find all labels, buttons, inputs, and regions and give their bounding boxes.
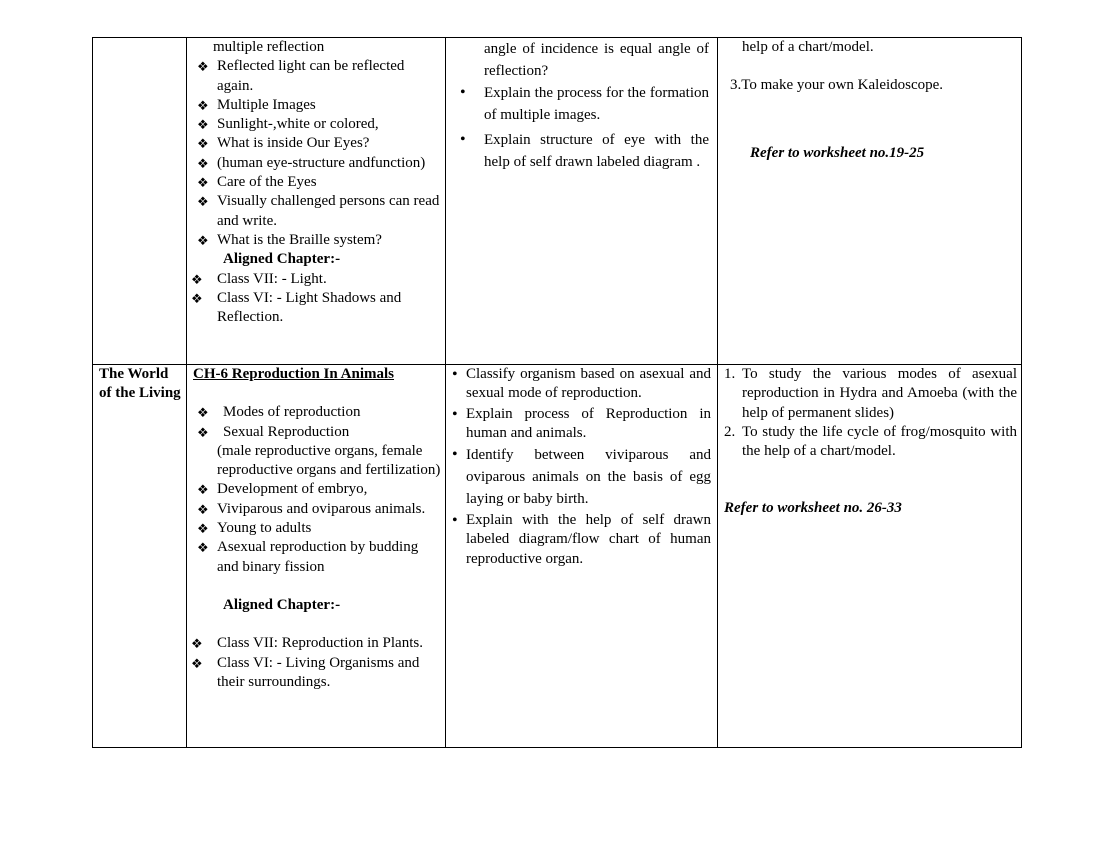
list-item: ❖ Young to adults (191, 519, 441, 538)
aligned-chapter-heading: Aligned Chapter:- (223, 596, 341, 613)
list-item: ❖ Class VII: Reproduction in Plants. (191, 634, 441, 653)
list-item (722, 423, 1017, 462)
aligned-chapter-heading: Aligned Chapter:- (223, 251, 341, 268)
aligned-list (191, 634, 441, 692)
list-item: ❖ Sunlight-,white or colored, (191, 115, 441, 134)
objectives-list (450, 82, 713, 173)
item-text: To study the various modes of asexual reproduction in Hydra and Amoeba (with the help of permanent slides) (742, 366, 1017, 421)
item-number: 2. (724, 423, 736, 440)
table-row (93, 38, 1022, 365)
theme-cell (93, 38, 187, 365)
list-item: ❖ Multiple Images (191, 96, 441, 115)
list-item: ❖ What is the Braille system? (191, 231, 441, 250)
list-item: • Explain structure of eye with the help of self drawn labeled diagram . (450, 129, 709, 173)
activities-list (722, 365, 1017, 461)
item-text: To study the life cycle of frog/mosquito with the help of a chart/model. (742, 423, 1017, 460)
list-item: ❖ Care of the Eyes (191, 173, 441, 192)
list-item: ❖ What is inside Our Eyes? (191, 134, 441, 153)
list-item: (male reproductive organs, female reproductive organs and fertilization) (217, 442, 441, 479)
aligned-list (191, 270, 441, 328)
list-item: ❖ Viviparous and oviparous animals. (191, 500, 441, 519)
list-item: • Classify organism based on asexual and sexual mode of reproduction. (450, 365, 711, 404)
objective-continuation: angle of incidence is equal angle of reflection? (484, 41, 709, 79)
lesson-plan-table (92, 37, 1022, 748)
worksheet-reference: Refer to worksheet no.19-25 (750, 144, 925, 161)
list-item: ❖ Class VI: - Light Shadows and Reflection. (191, 289, 441, 328)
list-item: • Identify between viviparous and oviparous animals on the basis of egg laying or baby birth. (450, 444, 711, 510)
activities-cell (718, 365, 1022, 748)
activities-cell (718, 38, 1022, 365)
theme-cell (93, 365, 187, 748)
objectives-list (450, 365, 713, 569)
list-item: ❖ Modes of reproduction (191, 403, 441, 422)
list-item: • Explain the process for the formation of multiple images. (450, 82, 709, 126)
objectives-cell (446, 365, 718, 748)
table-row (93, 365, 1022, 748)
topics-cell (187, 365, 446, 748)
theme-title: The World of the Living (99, 366, 181, 402)
topics-list (191, 403, 441, 577)
worksheet-reference: Refer to worksheet no. 26-33 (724, 500, 902, 517)
list-item (722, 365, 1017, 423)
item-number: 1. (724, 366, 736, 382)
list-item: ❖ Reflected light can be reflected again. (191, 57, 441, 96)
chapter-title: CH-6 Reproduction In Animals (193, 366, 395, 382)
list-item: • Explain process of Reproduction in human and animals. (450, 405, 711, 444)
list-item: ❖ Sexual Reproduction (191, 423, 441, 442)
list-item: ❖ Development of embryo, (191, 480, 441, 499)
list-item: ❖ Class VI: - Living Organisms and their surroundings. (191, 654, 441, 693)
activity-item: 3.To make your own Kaleidoscope. (730, 77, 944, 94)
list-item: ❖ Asexual reproduction by budding and binary fission (191, 538, 441, 577)
list-item: ❖ Visually challenged persons can read and write. (191, 192, 441, 231)
topics-cell (187, 38, 446, 365)
list-item: ❖ (human eye-structure andfunction) (191, 154, 441, 173)
topics-list (191, 57, 441, 250)
topic-continuation: multiple reflection (213, 39, 325, 55)
activity-continuation: help of a chart/model. (742, 39, 874, 55)
list-item: ❖ Class VII: - Light. (191, 270, 441, 289)
list-item: • Explain with the help of self drawn labeled diagram/flow chart of human reproductive organ. (450, 511, 711, 569)
objectives-cell (446, 38, 718, 365)
